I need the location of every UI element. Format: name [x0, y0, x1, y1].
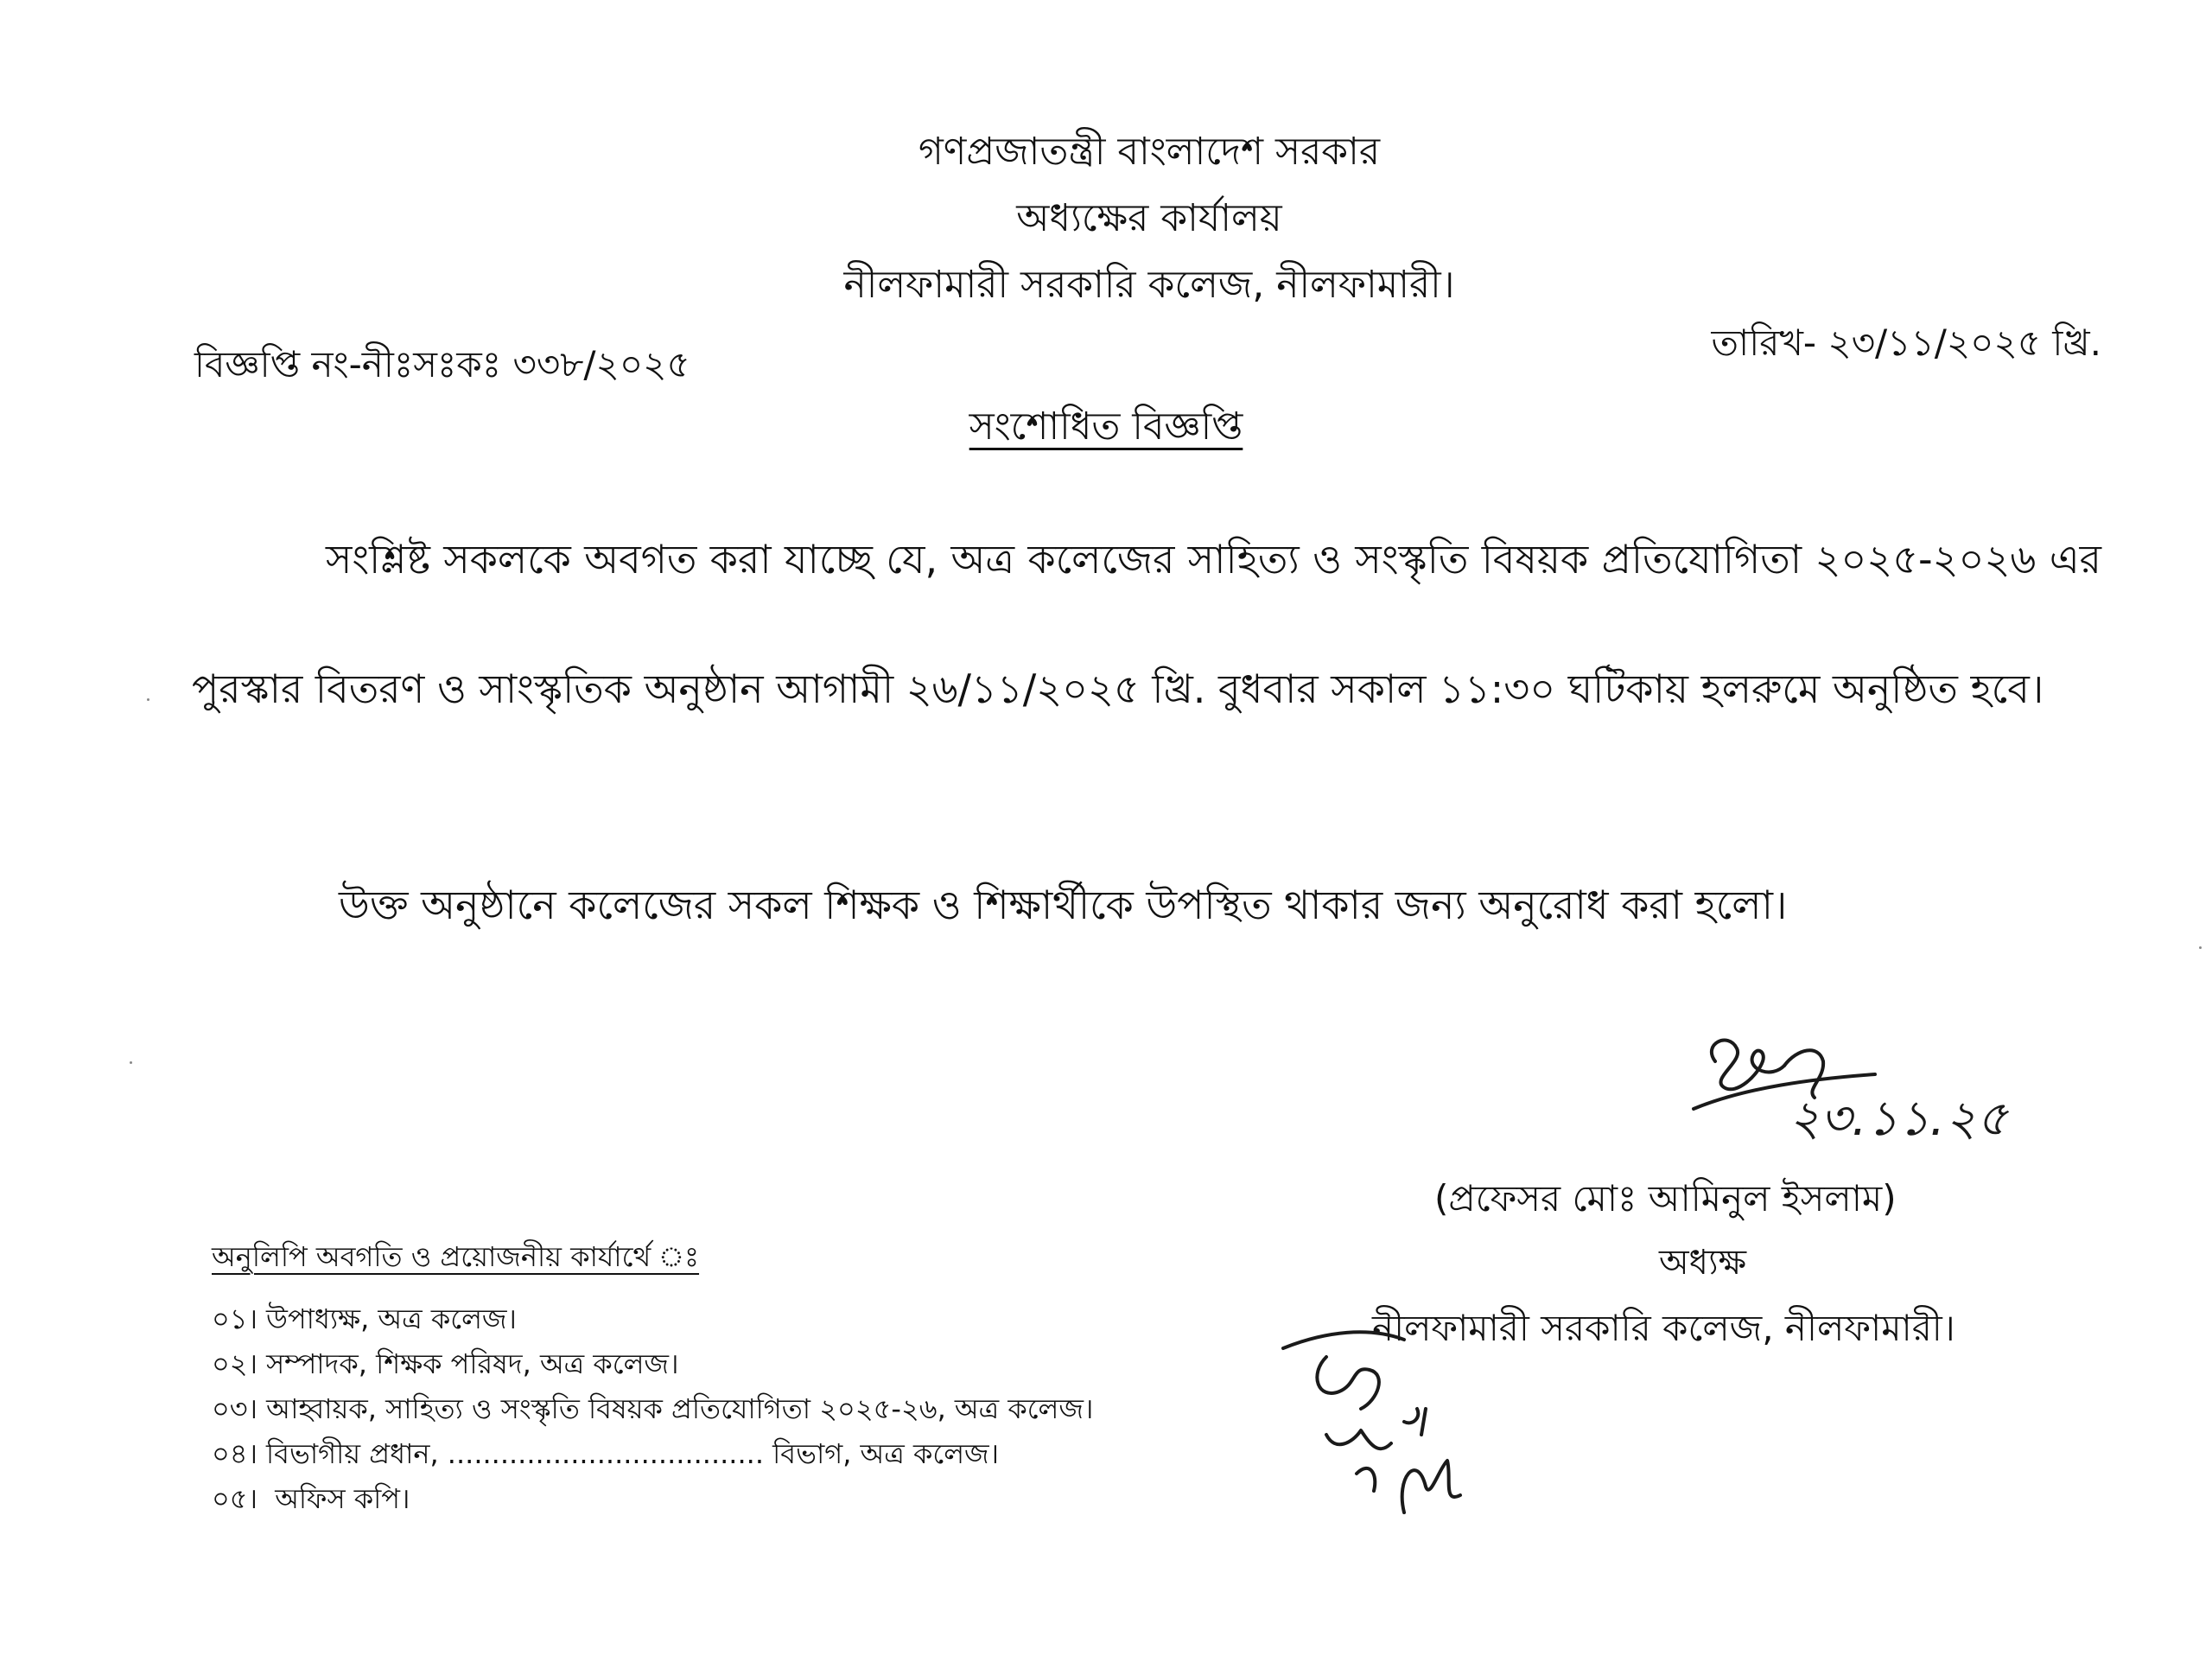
body-paragraph-2: উক্ত অনুষ্ঠানে কলেজের সকল শিক্ষক ও শিক্ষার্থীকে উপস্থিত থাকার জন্য অনুরোধ করা হলো। — [339, 882, 1788, 928]
signatory-title: অধ্যক্ষ — [1659, 1243, 1747, 1283]
list-item — [212, 1476, 1093, 1521]
list-item-number: ০৩। — [212, 1392, 258, 1425]
signatory-organization: নীলফামারী সরকারি কলেজ, নীলফামারী। — [1372, 1307, 1955, 1349]
handwritten-signature — [1676, 1027, 2065, 1143]
list-item-text: বিভাগীয় প্রধান, .................................... বিভাগ, অত্র কলেজ। — [266, 1437, 1000, 1470]
list-item-text: অফিস কপি। — [266, 1482, 410, 1515]
list-item-text: আহ্বায়ক, সাহিত্য ও সংস্কৃতি বিষয়ক প্রতিযোগিতা ২০২৫-২৬, অত্র কলেজ। — [266, 1392, 1094, 1425]
scan-speck — [130, 1061, 132, 1064]
list-item — [212, 1386, 1093, 1431]
body-paragraph-1: সংশ্লিষ্ট সকলকে অবগত করা যাচ্ছে যে, অত্র কলেজের সাহিত্য ও সংস্কৃতি বিষয়ক প্রতিযোগিতা ২০২৫-২০২৬ এর পুরস্কার বিতরণ ও সাংস্কৃতিক অনুষ্ঠান আগামী ২৬/১১/২০২৫ খ্রি. বুধবার সকাল ১১:৩০ ঘটিকায় হলরুমে অনুষ্ঠিত হবে। — [192, 536, 2101, 712]
list-item-text: সম্পাদক, শিক্ষক পরিষদ, অত্র কলেজ। — [266, 1347, 679, 1380]
list-item — [212, 1431, 1093, 1476]
college-header: নীলফামারী সরকারি কলেজ, নীলফামারী। — [843, 263, 1455, 307]
memo-date: তারিখ- ২৩/১১/২০২৫ খ্রি. — [1711, 322, 2101, 364]
memo-number: বিজ্ঞপ্তি নং-নীঃসঃকঃ ৩৩৮/২০২৫ — [194, 343, 690, 385]
list-item-number: ০২। — [212, 1347, 258, 1380]
scan-speck — [147, 698, 149, 701]
signature-date: ২৩.১১.২৫ — [1789, 1091, 2008, 1143]
list-item-number: ০৫। — [212, 1482, 258, 1515]
list-item — [212, 1341, 1093, 1386]
copy-to-list — [212, 1296, 1093, 1521]
notice-title-text: সংশোধিত বিজ্ঞপ্তি — [969, 404, 1243, 449]
signatory-name: (প্রফেসর মোঃ আমিনুল ইসলাম) — [1434, 1177, 1897, 1219]
government-header: গণপ্রজাতন্ত্রী বাংলাদেশ সরকার — [918, 130, 1381, 174]
copy-to-heading — [212, 1238, 699, 1276]
list-item-text: উপাধ্যক্ষ, অত্র কলেজ। — [266, 1302, 517, 1335]
office-header: অধ্যক্ষের কার্যালয় — [1016, 196, 1282, 240]
copy-to-heading-text: অনুলিপি অবগতি ও প্রয়োজনীয় কার্যার্থে ঃ — [212, 1240, 700, 1273]
list-item-number: ০৪। — [212, 1437, 258, 1470]
scan-speck — [2199, 946, 2202, 949]
handwritten-initials — [1274, 1322, 1534, 1530]
notice-title — [0, 403, 2212, 451]
list-item-number: ০১। — [212, 1302, 258, 1335]
list-item — [212, 1296, 1093, 1341]
